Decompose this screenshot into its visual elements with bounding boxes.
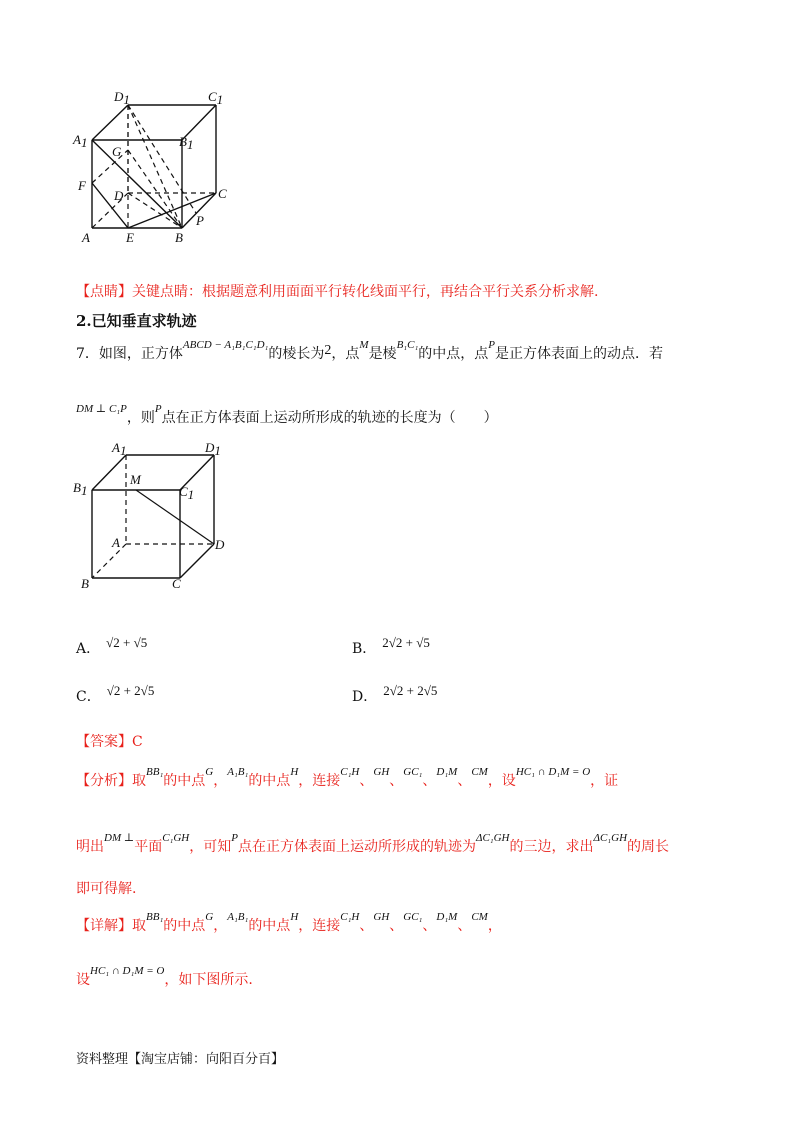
detail-text: 的中点 [163,918,206,934]
point-M: M [359,339,369,351]
analysis-math: D₁M [436,766,458,778]
analysis-text: 的三边，求出 [509,839,594,855]
question-text-6: ，则 [126,410,155,426]
detail-math: BB₁ [146,911,164,923]
option-a[interactable] [76,632,148,657]
detail-math: A₁B₁ [227,911,249,923]
analysis-text: 点在正方体表面上运动所形成的轨迹为 [238,839,476,855]
analysis-tag: 【分析】 [76,773,132,789]
fig2-label-A1: A1 [112,440,127,458]
point-P: P [488,339,496,351]
section-title: 2.已知垂直求轨迹 [76,312,197,330]
question-text-2: ，点 [331,346,360,362]
fig1-label-D: D [114,188,124,203]
analysis-math: ΔC₁GH [593,832,628,844]
analysis-math: H [290,766,299,778]
fig1-label-D1: D1 [114,89,130,107]
edge-B1C1: B₁C₁ [396,339,419,351]
analysis-text: ， [213,773,228,789]
analysis-text: 平面 [134,839,163,855]
question-text-1: 的棱长为 [268,346,325,362]
analysis-text: 、 [389,773,404,789]
answer-value: C [132,734,143,750]
fig1-label-E: E [126,230,134,245]
option-c[interactable] [76,680,155,705]
analysis-line-1 [76,766,619,790]
analysis-math: P [231,832,238,844]
fig1-label-G: G [112,144,122,159]
analysis-text: ，连接 [298,773,341,789]
analysis-text: 、 [359,773,374,789]
detail-text: ，如下图所示. [164,972,253,988]
fig1-label-F: F [78,178,86,193]
fig2-label-B1: B1 [73,480,88,498]
fig2-label-C: C [172,576,181,591]
detail-math: CM [471,911,488,923]
fig2-label-D: D [215,537,225,552]
note-tag: 【点睛】 [76,284,132,300]
cube-figure-2 [72,438,242,594]
analysis-text: 取 [132,773,146,789]
analysis-text: 明出 [76,839,104,855]
option-d[interactable] [352,680,438,705]
analysis-text: 的中点 [248,773,291,789]
analysis-text: ，可知 [189,839,232,855]
option-a-expr: √2 + √5 [106,635,148,650]
detail-math: H [290,911,299,923]
option-b-expr: 2√2 + √5 [382,635,430,650]
condition: DM ⊥ C₁P [76,403,127,415]
analysis-math: HC₁ ∩ D₁M = O [515,766,591,778]
detail-math: G [205,911,214,923]
analysis-math: G [205,766,214,778]
fig2-label-B: B [81,576,89,591]
option-a-letter: A． [76,641,101,657]
question-text-3: 是棱 [368,346,397,362]
analysis-math: C₁H [340,766,360,778]
option-c-letter: C． [76,689,101,705]
detail-text: ， [487,918,502,934]
detail-math: C₁H [340,911,360,923]
question-number: 7．如图，正方体 [76,346,183,362]
question-text-4: 的中点，点 [418,346,489,362]
analysis-math: A₁B₁ [227,766,249,778]
option-d-expr: 2√2 + 2√5 [383,683,438,698]
analysis-text: 、 [457,773,472,789]
analysis-text: 的中点 [163,773,206,789]
detail-text: ， [213,918,228,934]
option-b[interactable] [352,632,430,657]
analysis-line-2 [76,832,670,856]
analysis-math: C₁GH [162,832,190,844]
fig2-label-D1: D1 [205,440,221,458]
note-line [76,281,598,301]
fig1-label-C1: C1 [208,89,224,107]
question-line-1 [76,339,664,363]
detail-text: 、 [389,918,404,934]
analysis-text: ，证 [590,773,619,789]
cube-name: ABCD − A₁B₁C₁D₁ [182,339,269,351]
detail-text: 、 [457,918,472,934]
question-line-2 [76,403,498,427]
detail-tag: 【详解】 [76,918,132,934]
analysis-line-3: 即可得解. [76,881,137,897]
detail-text: 、 [422,918,437,934]
note-text: 关键点睛：根据题意利用面面平行转化线面平行，再结合平行关系分析求解. [132,284,599,300]
detail-math: D₁M [436,911,458,923]
analysis-math: ΔC₁GH [476,832,510,844]
analysis-math: GH [373,766,390,778]
detail-text: 取 [132,918,146,934]
fig2-label-C1: C1 [179,484,195,502]
analysis-text: ，设 [487,773,516,789]
detail-text: 、 [359,918,374,934]
analysis-math: BB₁ [146,766,164,778]
detail-text: ，连接 [298,918,341,934]
footer-text: 资料整理【淘宝店铺：向阳百分百】 [76,1052,285,1067]
analysis-text: 的周长 [627,839,670,855]
option-d-letter: D． [352,689,378,705]
detail-math: HC₁ ∩ D₁M = O [90,965,165,977]
detail-line-1 [76,911,502,935]
detail-line-2 [76,965,253,989]
answer-tag: 【答案】 [76,734,132,750]
fig1-label-B: B [175,230,183,245]
fig1-label-C: C [218,186,227,201]
analysis-math: GC₁ [403,766,423,778]
fig2-label-A: A [112,535,120,550]
fig1-label-A1: A1 [73,132,88,150]
analysis-math: DM ⊥ [104,832,135,844]
answer-line [76,731,143,751]
option-c-expr: √2 + 2√5 [106,683,155,698]
fig2-label-M: M [130,472,141,487]
cube-figure-1 [70,88,240,248]
detail-math: GH [373,911,390,923]
edge-length: 2 [324,343,332,358]
fig1-label-A: A [82,230,90,245]
detail-math: GC₁ [403,911,423,923]
option-b-letter: B． [352,641,377,657]
detail-text: 的中点 [248,918,291,934]
detail-text: 设 [76,972,90,988]
question-text-5: 是正方体表面上的动点．若 [495,346,664,362]
fig1-label-P: P [196,213,204,228]
analysis-text: 、 [422,773,437,789]
question-text-7: 点在正方体表面上运动所形成的轨迹的长度为（ ） [161,410,498,426]
point-P-2: P [154,403,162,415]
analysis-math: CM [471,766,488,778]
fig1-label-B1: B1 [179,134,194,152]
